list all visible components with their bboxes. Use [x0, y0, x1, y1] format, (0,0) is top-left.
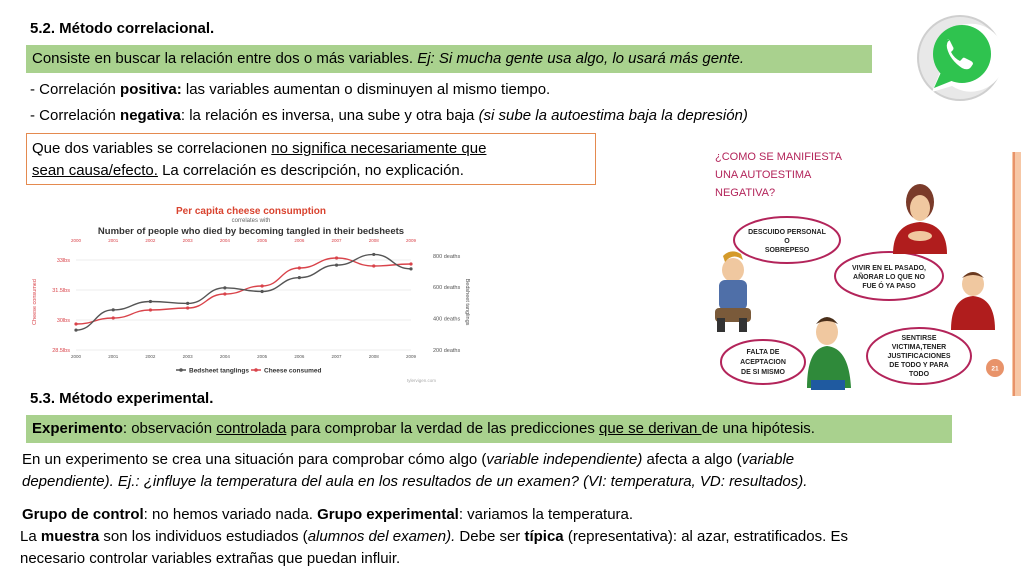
bubble-2-line-2: AÑORAR LO QUE NO	[853, 274, 925, 281]
slide-title-line-1: ¿CÓMO SE MANIFIESTA	[715, 152, 842, 163]
bubble-3-line-3: JUSTIFICACIONES	[887, 353, 951, 360]
chart-point-cheese	[74, 322, 77, 325]
note-text-1: Que dos variables se correlacionen	[32, 140, 272, 157]
bubble-aceptacion	[721, 340, 805, 384]
legend-bedsheet: Bedsheet tanglings	[189, 367, 249, 375]
chart-point-bedsheet	[409, 267, 412, 270]
chart-point-cheese	[186, 306, 189, 309]
experiment-text-2: para comprobar la verdad de las predicciones	[286, 420, 599, 437]
desc-italic-1: variable independiente)	[486, 451, 643, 468]
bubble-vivir-pasado	[835, 252, 943, 300]
bubble-descuido	[734, 217, 840, 263]
chart-xtick-top: 2009	[405, 238, 417, 243]
chart-point-cheese	[372, 264, 375, 267]
chart-xtick-top: 2004	[219, 238, 230, 243]
experiment-text-1: : observación	[122, 420, 217, 437]
chart-xtick-top: 2008	[368, 238, 379, 243]
note-text-2: La correlación es descripción, no explicación.	[157, 162, 464, 179]
chart-xtick-top: 2006	[294, 238, 305, 243]
chart-ytick-right: 400 deaths	[433, 316, 461, 323]
bubble-1-line-2: O	[784, 238, 790, 245]
chart-subtitle: correlates with	[231, 218, 271, 224]
bubble-4-line-3: DE SI MISMO	[741, 369, 785, 376]
bubble-3-line-4: DE TODO Y PARA	[889, 362, 949, 369]
bubble-1-line-3: SOBREPESO	[764, 247, 810, 254]
slide-page-number-text: 21	[991, 365, 999, 373]
correlation-chart	[26, 198, 476, 388]
chart-ylabel-right: Bedsheet tanglings	[464, 278, 470, 326]
chart-title-2: Number of people who died by becoming tangled in their bedsheets	[97, 226, 405, 237]
chart-xtick: 2008	[368, 354, 379, 359]
chart-point-bedsheet	[74, 328, 77, 331]
chart-point-cheese	[409, 262, 412, 265]
chart-ytick-right: 200 deaths	[433, 348, 461, 354]
chart-point-cheese	[261, 284, 264, 287]
chart-xtick: 2004	[219, 354, 230, 359]
bubble-4-line-2: ACEPTACION	[740, 359, 786, 366]
experiment-desc-line-1	[22, 451, 794, 468]
negative-text: : la relación es inversa, una sube y otra baja	[180, 107, 479, 124]
bubble-1-line-1: DESCUIDO PERSONAL	[748, 229, 826, 236]
self-esteem-slide	[703, 152, 1021, 396]
experiment-underlined-2: que se derivan	[598, 420, 702, 437]
desc-text-2: afecta a algo (	[642, 451, 742, 468]
legend-cheese: Cheese consumed	[264, 367, 322, 375]
experiment-text-3: de una hipótesis.	[701, 420, 815, 437]
chart-point-bedsheet	[223, 286, 226, 289]
chart-xtick: 2009	[405, 354, 417, 359]
chart-ytick-left: 28.5lbs	[52, 348, 70, 354]
chart-series-line-cheese	[76, 258, 411, 324]
chart-point-bedsheet	[261, 290, 264, 293]
control-group-text: : no hemos variado nada.	[143, 506, 318, 523]
groups-line	[22, 506, 633, 523]
desc-italic-2: variable	[741, 451, 795, 468]
note-underlined-2: sean causa/efecto.	[32, 162, 158, 179]
chart-point-bedsheet	[335, 264, 338, 267]
chart-source: tylervigen.com	[406, 378, 436, 383]
negative-correlation-line	[30, 107, 748, 124]
positive-text: las variables aumentan o disminuyen al mismo tiempo.	[181, 81, 551, 98]
experimental-group-text: : variamos la temperatura.	[458, 506, 634, 523]
sample-text-1: son los individuos estudiados (	[99, 528, 308, 545]
experiment-definition-box	[26, 415, 952, 443]
positive-correlation-line	[30, 81, 550, 98]
bubble-3-line-1: SENTIRSE	[901, 335, 937, 342]
sample-line-2: necesario controlar variables extrañas que puedan influir.	[20, 550, 401, 567]
bubble-2-line-1: VIVIR EN EL PASADO,	[851, 265, 927, 272]
slide-title-line-3: NEGATIVA?	[715, 187, 776, 199]
definition-text: Consiste en buscar la relación entre dos o más variables.	[32, 50, 418, 67]
chart-ytick-left: 31.5lbs	[52, 288, 70, 294]
sample-italic: alumnos del examen).	[307, 528, 456, 545]
chart-xtick: 2000	[70, 354, 82, 359]
bubble-4-line-1: FALTA DE	[746, 349, 780, 356]
chart-xtick: 2002	[145, 354, 156, 359]
experiment-underlined-1: controlada	[216, 420, 287, 437]
chart-xtick: 2001	[108, 354, 119, 359]
correlation-note-box	[26, 133, 596, 185]
chart-xtick-top: 2007	[331, 238, 342, 243]
bubble-3-line-2: VICTIMA,TENER	[891, 344, 947, 351]
chart-xtick: 2003	[182, 354, 193, 359]
section-heading-correlational: 5.2. Método correlacional.	[30, 20, 215, 37]
bubble-3-line-5: TODO	[908, 371, 930, 378]
chart-point-bedsheet	[298, 276, 301, 279]
slide-title-line-2: UNA AUTOESTIMA	[715, 169, 812, 181]
negative-prefix: - Correlación	[30, 107, 121, 124]
chart-xtick-top: 2005	[257, 238, 268, 243]
chart-series-line-bedsheet	[76, 254, 411, 330]
chart-point-cheese	[298, 266, 301, 269]
sample-prefix: La	[20, 528, 41, 545]
section-heading-experimental: 5.3. Método experimental.	[30, 390, 214, 407]
definition-box	[26, 45, 872, 73]
desc-text-1: En un experimento se crea una situación para comprobar cómo algo (	[22, 451, 487, 468]
chart-ytick-left: 33lbs	[56, 258, 70, 264]
chart-ytick-right: 800 deaths	[433, 253, 461, 260]
chart-xtick-top: 2000	[70, 238, 82, 243]
sample-typical-label: típica	[524, 528, 564, 545]
chart-title: Per capita cheese consumption	[175, 206, 327, 217]
chart-point-cheese	[112, 316, 115, 319]
whatsapp-icon	[912, 10, 1008, 106]
experiment-desc-line-2: dependiente). Ej.: ¿influye la temperatura del aula en los resultados de un examen? (VI: temperatura, VD: resultados).	[22, 473, 808, 490]
note-underlined-1: no significa necesariamente que	[271, 140, 487, 157]
sample-line-1	[20, 528, 848, 545]
bubble-2-line-3: FUE Ó YA PASO	[862, 283, 916, 290]
chart-point-bedsheet	[372, 253, 375, 256]
chart-xtick: 2006	[294, 354, 305, 359]
slide-page-number	[986, 359, 1004, 377]
chart-ytick-right: 600 deaths	[433, 285, 461, 292]
chart-ylabel-left: Cheese consumed	[32, 279, 38, 325]
experimental-group-label: Grupo experimental	[317, 506, 459, 523]
chart-point-cheese	[223, 292, 226, 295]
control-group-label: Grupo de control	[22, 506, 144, 523]
bubble-victima	[867, 328, 971, 384]
chart-point-bedsheet	[112, 308, 115, 311]
chart-ytick-left: 30lbs	[56, 318, 70, 324]
sample-text-2: Debe ser	[455, 528, 525, 545]
chart-xtick: 2005	[257, 354, 268, 359]
chart-xtick-top: 2001	[108, 238, 119, 243]
chart-xtick: 2007	[331, 354, 342, 359]
positive-label: positiva:	[120, 81, 182, 98]
chart-xtick-top: 2002	[145, 238, 156, 243]
chart-point-cheese	[149, 308, 152, 311]
positive-prefix: - Correlación	[30, 81, 121, 98]
chart-point-bedsheet	[149, 300, 152, 303]
negative-label: negativa	[120, 107, 181, 124]
chart-legend	[176, 368, 321, 375]
chart-point-bedsheet	[186, 302, 189, 305]
chart-point-cheese	[335, 256, 338, 259]
sample-label: muestra	[40, 528, 100, 545]
sample-text-3: (representativa): al azar, estratificados. Es	[563, 528, 848, 545]
experiment-label: Experimento	[32, 420, 123, 437]
chart-xtick-top: 2003	[182, 238, 193, 243]
definition-example: Ej: Si mucha gente usa algo, lo usará más gente.	[417, 50, 745, 67]
negative-example: (si sube la autoestima baja la depresión)	[478, 107, 748, 124]
